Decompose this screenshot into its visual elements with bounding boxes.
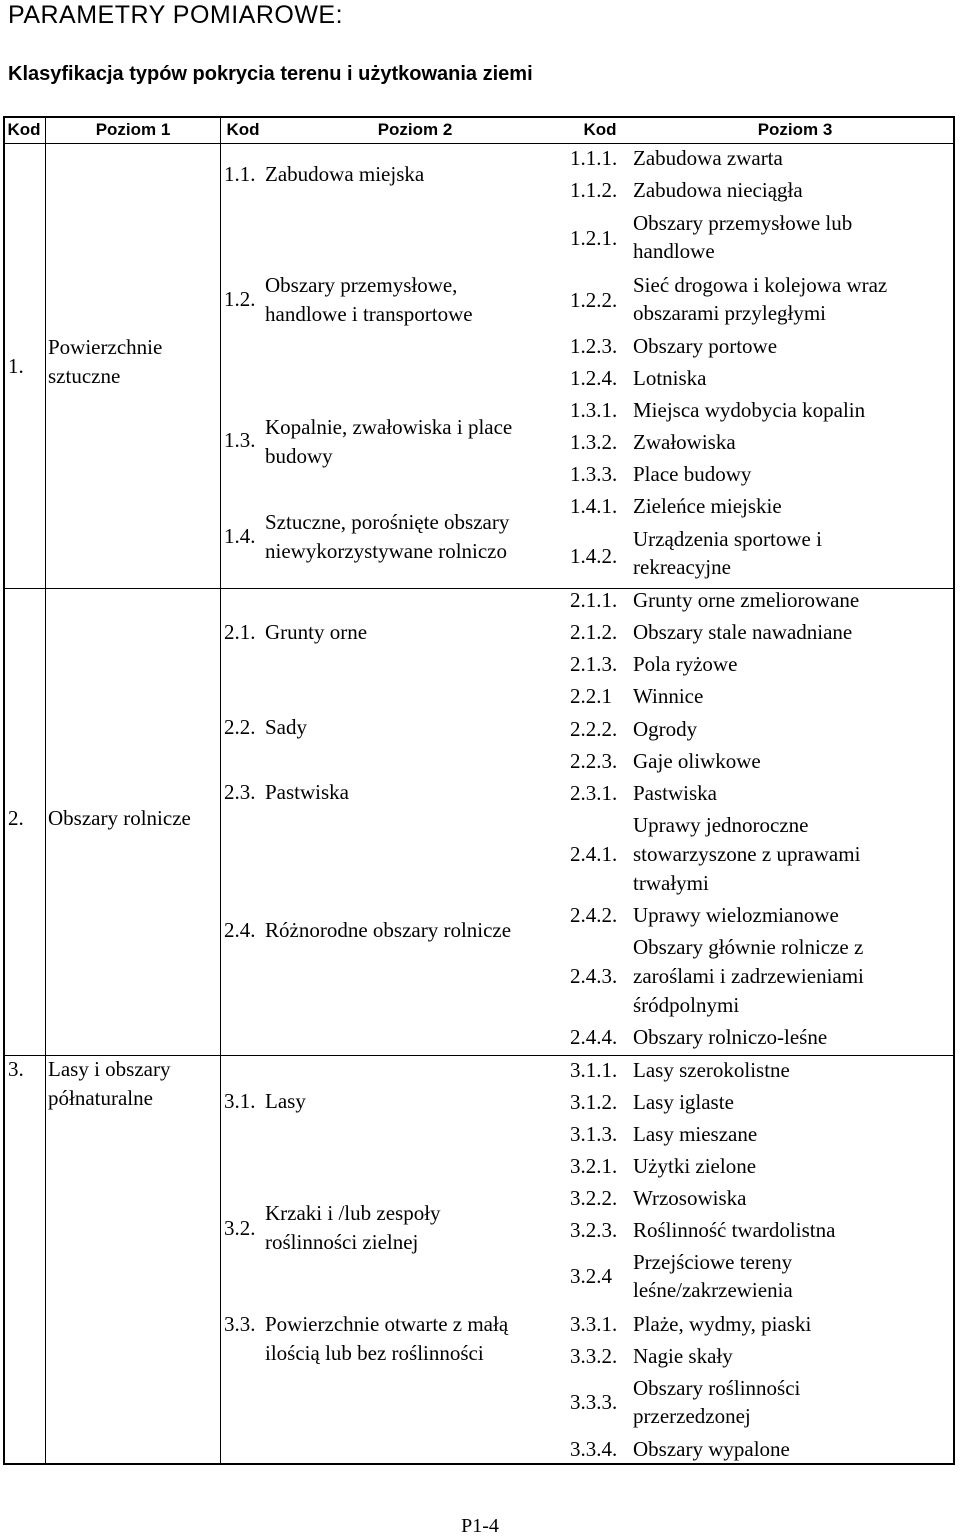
level3-code: 2.4.3.: [570, 964, 618, 988]
level3-code: 3.1.2.: [570, 1090, 618, 1114]
level3-code: 2.1.3.: [570, 652, 618, 676]
level3-code: 3.1.1.: [570, 1058, 618, 1082]
level2-name: ilością lub bez roślinności: [265, 1341, 484, 1365]
level3-code: 3.3.3.: [570, 1390, 618, 1414]
level3-name: Uprawy jednoroczne: [633, 813, 809, 837]
level3-name: Place budowy: [633, 462, 752, 486]
level3-code: 1.2.2.: [570, 288, 618, 312]
header-divider: [3, 143, 955, 144]
level3-code: 2.1.1.: [570, 588, 618, 612]
level3-name: przerzedzonej: [633, 1404, 751, 1428]
level2-code: 2.4.: [224, 918, 256, 942]
level2-code: 1.3.: [224, 428, 256, 452]
level2-name: handlowe i transportowe: [265, 302, 473, 326]
level3-code: 1.2.1.: [570, 226, 618, 250]
level3-name: Zwałowiska: [633, 430, 736, 454]
level1-name: sztuczne: [48, 364, 121, 388]
level3-code: 1.3.1.: [570, 398, 618, 422]
level3-name: Pola ryżowe: [633, 652, 738, 676]
level3-name: Wrzosowiska: [633, 1186, 747, 1210]
level3-name: Obszary rolniczo-leśne: [633, 1025, 828, 1049]
level3-name: Obszary portowe: [633, 334, 778, 358]
level2-name: budowy: [265, 444, 333, 468]
level3-code: 2.4.1.: [570, 842, 618, 866]
level3-code: 3.2.4: [570, 1264, 612, 1288]
level3-name: śródpolnymi: [633, 993, 740, 1017]
level3-code: 1.2.4.: [570, 366, 618, 390]
level2-code: 1.1.: [224, 162, 256, 186]
level3-code: 3.1.3.: [570, 1122, 618, 1146]
level2-name: Grunty orne: [265, 620, 368, 644]
level2-name: Kopalnie, zwałowiska i place: [265, 415, 513, 439]
level2-name: niewykorzystywane rolniczo: [265, 539, 508, 563]
column-divider: [45, 116, 46, 1465]
level2-name: Pastwiska: [265, 780, 349, 804]
level2-code: 1.4.: [224, 524, 256, 548]
column-header: Kod: [226, 120, 260, 139]
level3-name: Grunty orne zmeliorowane: [633, 588, 860, 612]
level2-name: Zabudowa miejska: [265, 162, 425, 186]
page-title: PARAMETRY POMIAROWE:: [8, 1, 344, 29]
level3-code: 2.2.1: [570, 684, 612, 708]
level1-name: Powierzchnie: [48, 335, 163, 359]
level3-name: Obszary przemysłowe lub: [633, 211, 853, 235]
level3-code: 3.2.3.: [570, 1218, 618, 1242]
level3-name: rekreacyjne: [633, 555, 731, 579]
level3-name: Użytki zielone: [633, 1154, 757, 1178]
column-divider: [220, 116, 221, 1465]
level3-name: Miejsca wydobycia kopalin: [633, 398, 866, 422]
level3-code: 1.3.2.: [570, 430, 618, 454]
page-number: P1-4: [461, 1515, 499, 1537]
column-header: Kod: [583, 120, 617, 139]
level3-name: Obszary wypalone: [633, 1437, 790, 1461]
level3-code: 1.1.1.: [570, 146, 618, 170]
level3-code: 3.3.1.: [570, 1312, 618, 1336]
level2-name: Obszary przemysłowe,: [265, 273, 458, 297]
level3-name: trwałymi: [633, 871, 709, 895]
level3-name: Zieleńce miejskie: [633, 494, 782, 518]
level3-name: Zabudowa nieciągła: [633, 178, 803, 202]
level3-name: stowarzyszone z uprawami: [633, 842, 861, 866]
level3-code: 2.2.3.: [570, 749, 618, 773]
level3-name: Ogrody: [633, 717, 698, 741]
level2-code: 2.1.: [224, 620, 256, 644]
level3-code: 1.2.3.: [570, 334, 618, 358]
level1-name: Lasy i obszary: [48, 1057, 171, 1081]
column-header: Poziom 2: [377, 120, 453, 139]
level3-name: Obszary stale nawadniane: [633, 620, 853, 644]
level2-code: 3.1.: [224, 1089, 256, 1113]
level1-code: 2.: [8, 806, 24, 830]
level2-name: Krzaki i /lub zespoły: [265, 1201, 441, 1225]
page-subtitle: Klasyfikacja typów pokrycia terenu i użytkowania ziemi: [8, 63, 533, 85]
level3-name: handlowe: [633, 239, 715, 263]
level3-code: 1.1.2.: [570, 178, 618, 202]
level3-code: 3.2.2.: [570, 1186, 618, 1210]
level3-name: Gaje oliwkowe: [633, 749, 761, 773]
level3-name: Winnice: [633, 684, 704, 708]
level2-name: Różnorodne obszary rolnicze: [265, 918, 512, 942]
level3-name: Lotniska: [633, 366, 707, 390]
level3-name: Nagie skały: [633, 1344, 733, 1368]
level3-code: 2.4.2.: [570, 903, 618, 927]
level2-code: 3.3.: [224, 1312, 256, 1336]
level2-code: 2.3.: [224, 780, 256, 804]
column-header: Kod: [7, 120, 41, 139]
level2-name: Powierzchnie otwarte z małą: [265, 1312, 509, 1336]
level3-code: 1.4.1.: [570, 494, 618, 518]
level3-name: Lasy mieszane: [633, 1122, 758, 1146]
level3-name: Roślinność twardolistna: [633, 1218, 836, 1242]
level3-code: 2.3.1.: [570, 781, 618, 805]
level3-code: 2.1.2.: [570, 620, 618, 644]
level1-name: Obszary rolnicze: [48, 806, 191, 830]
level3-name: Przejściowe tereny: [633, 1250, 793, 1274]
level2-name: Sztuczne, porośnięte obszary: [265, 510, 510, 534]
level2-code: 1.2.: [224, 287, 256, 311]
level3-name: Plaże, wydmy, piaski: [633, 1312, 812, 1336]
level3-name: Uprawy wielozmianowe: [633, 903, 839, 927]
level1-name: półnaturalne: [48, 1086, 153, 1110]
level3-code: 2.2.2.: [570, 717, 618, 741]
level3-name: zaroślami i zadrzewieniami: [633, 964, 864, 988]
level3-code: 3.3.2.: [570, 1344, 618, 1368]
level3-name: Obszary roślinności: [633, 1376, 801, 1400]
level1-code: 3.: [8, 1057, 24, 1081]
level2-name: Sady: [265, 715, 307, 739]
level2-code: 2.2.: [224, 715, 256, 739]
level2-name: roślinności zielnej: [265, 1230, 419, 1254]
level1-code: 1.: [8, 354, 24, 378]
level2-code: 3.2.: [224, 1216, 256, 1240]
level2-name: Lasy: [265, 1089, 306, 1113]
level3-name: leśne/zakrzewienia: [633, 1278, 793, 1302]
level3-name: Pastwiska: [633, 781, 717, 805]
column-header: Poziom 3: [757, 120, 833, 139]
level3-code: 2.4.4.: [570, 1025, 618, 1049]
column-header: Poziom 1: [95, 120, 171, 139]
level3-name: Zabudowa zwarta: [633, 146, 783, 170]
level3-code: 1.4.2.: [570, 544, 618, 568]
level3-name: obszarami przyległymi: [633, 301, 827, 325]
level3-code: 3.3.4.: [570, 1437, 618, 1461]
level3-name: Sieć drogowa i kolejowa wraz: [633, 273, 888, 297]
level3-name: Lasy szerokolistne: [633, 1058, 790, 1082]
level3-code: 3.2.1.: [570, 1154, 618, 1178]
level3-name: Lasy iglaste: [633, 1090, 734, 1114]
level3-name: Urządzenia sportowe i: [633, 527, 822, 551]
level3-name: Obszary głównie rolnicze z: [633, 935, 864, 959]
level3-code: 1.3.3.: [570, 462, 618, 486]
